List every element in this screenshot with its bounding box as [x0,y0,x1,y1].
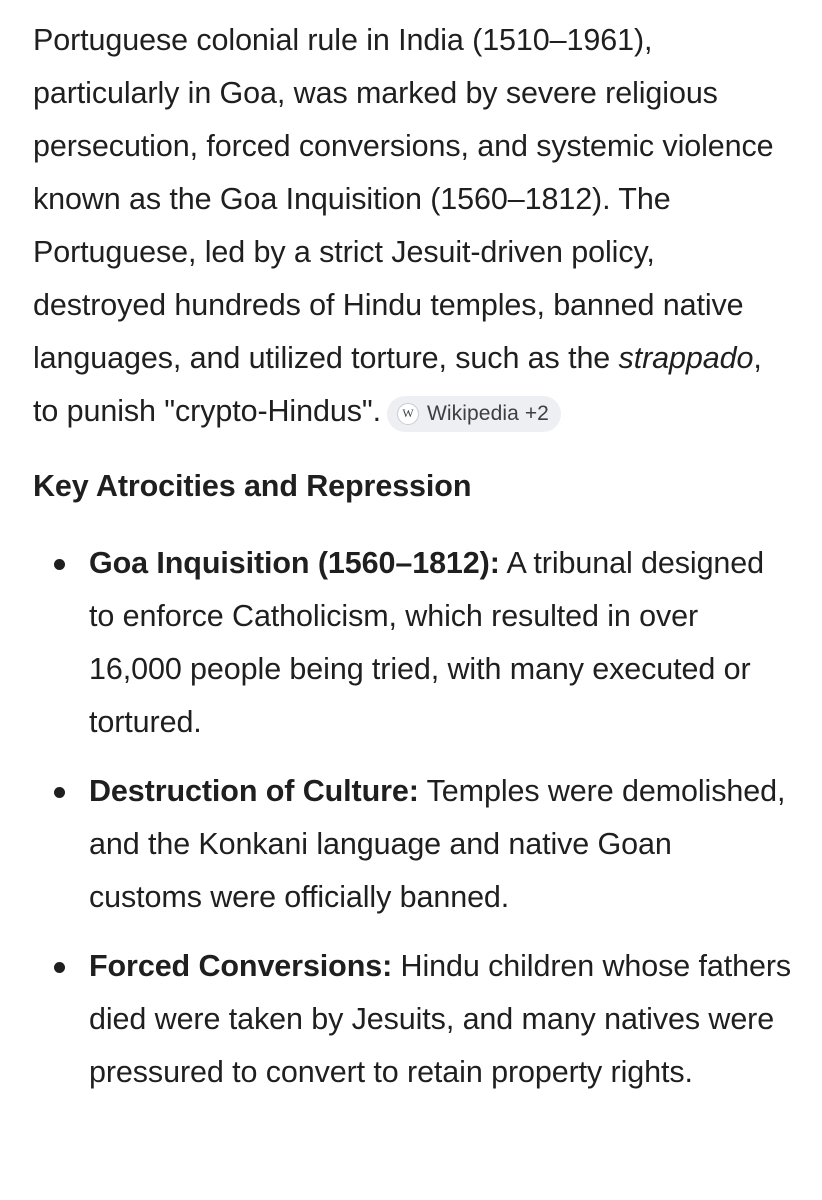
bullet-text: Temples were demolished, and the Konkani language and native Goan customs were officially banned. [89,774,786,914]
list-item [33,537,792,749]
source-chip-label: Wikipedia +2 [426,401,549,425]
bullet-title: Goa Inquisition (1560–1812): [89,546,500,580]
bullet-text: A tribunal designed to enforce Catholicism, which resulted in over 16,000 people being tried, with many executed or tortured. [89,546,765,739]
list-item [33,940,792,1099]
atrocities-list [33,537,792,1099]
bullet-title: Destruction of Culture: [89,774,419,808]
bullet-title: Forced Conversions: [89,949,393,983]
intro-text-end: , to punish "crypto-Hindus". [33,341,762,428]
source-chip[interactable] [387,396,561,432]
intro-italic-term: strappado [618,341,754,375]
list-item [33,765,792,924]
bullet-dot-icon [54,787,65,798]
section-heading: Key Atrocities and Repression [33,469,472,503]
bullet-dot-icon [54,962,65,973]
wikipedia-icon: W [397,403,419,425]
intro-text-start: Portuguese colonial rule in India (1510–1961), particularly in Goa, was marked by severe religious persecution, forced conversions, and systemic violence known as the Goa Inquisition (1560–1812). The Portuguese, led by a strict Jesuit-driven policy, destroyed hundreds of Hindu temples, banned native languages, and utilized torture, such as the [33,23,774,375]
intro-paragraph [33,14,792,438]
bullet-dot-icon [54,559,65,570]
bullet-text: Hindu children whose fathers died were taken by Jesuits, and many natives were pressured to convert to retain property rights. [89,949,792,1089]
